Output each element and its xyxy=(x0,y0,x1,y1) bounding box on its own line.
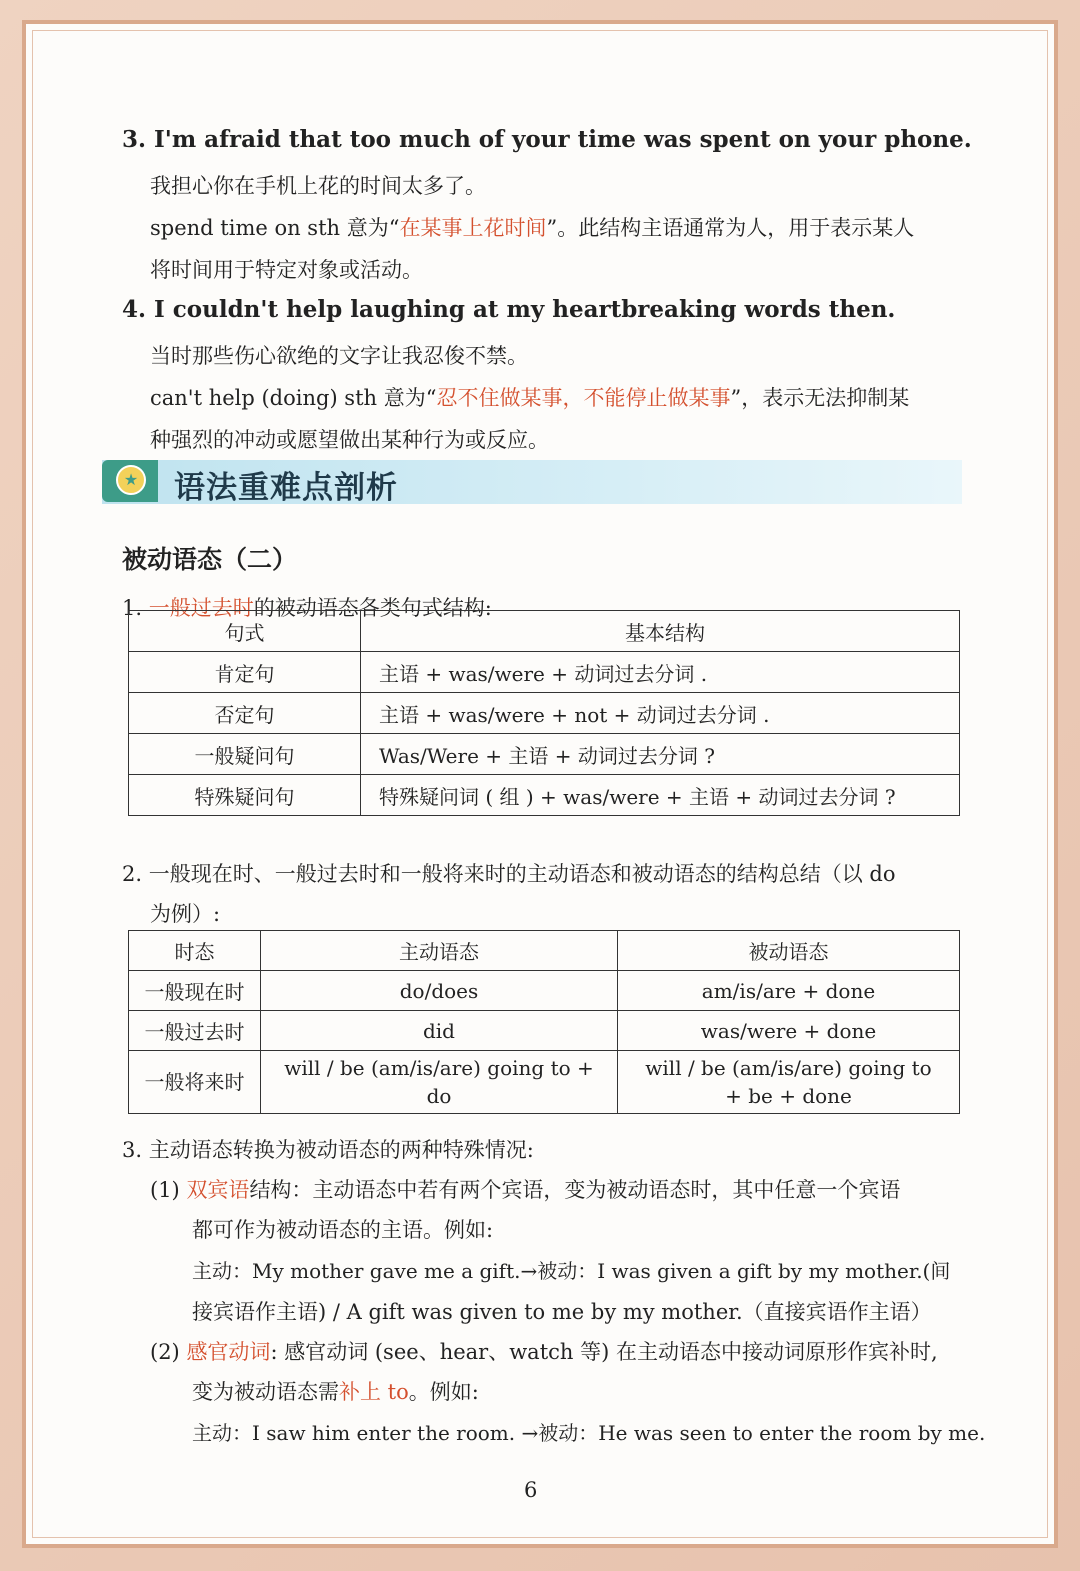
table-cell: 肯定句 xyxy=(129,652,361,693)
section-badge xyxy=(102,460,158,502)
item3-note-post: ”。此结构主语通常为人，用于表示某人 xyxy=(546,216,915,240)
point2-text: 一般现在时、一般过去时和一般将来时的主动语态和被动语态的结构总结（以 do xyxy=(148,862,896,886)
sub1-highlight: 双宾语 xyxy=(186,1178,250,1202)
section-subtitle: 被动语态（二） xyxy=(122,545,298,574)
point3-heading xyxy=(122,1134,534,1164)
table-cell: did xyxy=(261,1011,618,1051)
point3-sub1-line4: 接宾语作主语) / A gift was given to me by my mother.（直接宾语作主语） xyxy=(192,1300,932,1324)
table2-header-cell: 主动语态 xyxy=(261,931,618,971)
table2-header-cell: 被动语态 xyxy=(618,931,960,971)
table-cell: 主语 + was/were + not + 动词过去分词 . xyxy=(361,693,960,734)
table-row xyxy=(129,652,960,693)
table-cell: 一般现在时 xyxy=(129,971,261,1011)
item3-translation: 我担心你在手机上花的时间太多了。 xyxy=(150,174,486,198)
table-row xyxy=(129,1011,960,1051)
table-cell: 主语 + was/were + 动词过去分词 . xyxy=(361,652,960,693)
star-medal-icon: ★ xyxy=(116,465,146,495)
point1-highlight: 一般过去时 xyxy=(148,596,254,620)
item3-sentence xyxy=(122,126,972,153)
table-row xyxy=(129,1051,960,1114)
item3-note-line2: 将时间用于特定对象或活动。 xyxy=(150,258,423,282)
table-cell: do/does xyxy=(261,971,618,1011)
sub1-text: 结构：主动语态中若有两个宾语，变为被动语态时，其中任意一个宾语 xyxy=(249,1178,901,1202)
sub2-line2-post: 。例如: xyxy=(408,1380,479,1404)
sub2-line2-highlight: 补上 to xyxy=(339,1380,409,1404)
table1-header-row xyxy=(129,611,960,652)
table-cell: 一般疑问句 xyxy=(129,734,361,775)
table-cell: 特殊疑问词 ( 组 ) + was/were + 主语 + 动词过去分词 ? xyxy=(361,775,960,816)
table1-header-cell: 句式 xyxy=(129,611,361,652)
item4-note-pre: can't help (doing) sth 意为“ xyxy=(150,386,437,410)
table-cell: am/is/are + done xyxy=(618,971,960,1011)
table-cell: was/were + done xyxy=(618,1011,960,1051)
table-cell: 一般过去时 xyxy=(129,1011,261,1051)
table-cell: will / be (am/is/are) going to + do xyxy=(261,1051,618,1114)
table-row xyxy=(129,971,960,1011)
point3-sub2-line2 xyxy=(192,1376,479,1406)
table-row xyxy=(129,693,960,734)
section-title: 语法重难点剖析 xyxy=(174,470,398,506)
point3-sub1-line2: 都可作为被动语态的主语。例如: xyxy=(192,1218,494,1242)
page-number: 6 xyxy=(524,1478,538,1502)
item4-note-highlight: 忍不住做某事，不能停止做某事 xyxy=(436,386,731,410)
table-cell: 一般将来时 xyxy=(129,1051,261,1114)
point3-text: 主动语态转换为被动语态的两种特殊情况: xyxy=(148,1138,534,1162)
table-row xyxy=(129,734,960,775)
item3-english: I'm afraid that too much of your time was spent on your phone. xyxy=(154,126,972,153)
item4-note-post: ”，表示无法抑制某 xyxy=(730,386,910,410)
table2-header-row xyxy=(129,931,960,971)
point1-number: 1. xyxy=(122,596,143,620)
item3-note-pre: spend time on sth 意为“ xyxy=(150,216,400,240)
item4-note-line2: 种强烈的冲动或愿望做出某种行为或反应。 xyxy=(150,428,549,452)
table-cell: 否定句 xyxy=(129,693,361,734)
item4-sentence xyxy=(122,296,895,323)
item4-number: 4. xyxy=(122,296,147,323)
passive-past-structure-table xyxy=(128,610,960,816)
sub2-highlight: 感官动词 xyxy=(186,1340,271,1364)
point3-sub1-line1 xyxy=(150,1174,900,1204)
voice-summary-table xyxy=(128,930,960,1114)
point3-sub1-line3: 主动：My mother gave me a gift.→被动：I was given a gift by my mother.(间 xyxy=(192,1259,951,1283)
table-cell: Was/Were + 主语 + 动词过去分词 ? xyxy=(361,734,960,775)
sub2-line2-pre: 变为被动语态需 xyxy=(192,1380,339,1404)
table2-header-cell: 时态 xyxy=(129,931,261,971)
item4-note xyxy=(150,382,909,412)
item3-number: 3. xyxy=(122,126,147,153)
sub1-number: (1) xyxy=(150,1178,180,1202)
sub2-text: : 感官动词 (see、hear、watch 等) 在主动语态中接动词原形作宾补时, xyxy=(270,1340,938,1364)
item4-translation: 当时那些伤心欲绝的文字让我忍俊不禁。 xyxy=(150,344,528,368)
point2-number: 2. xyxy=(122,862,143,886)
item4-english: I couldn't help laughing at my heartbreaking words then. xyxy=(154,296,896,323)
point3-sub2-line1 xyxy=(150,1336,938,1366)
point2-line1 xyxy=(122,858,896,888)
point2-line2: 为例）: xyxy=(150,902,221,926)
point3-sub2-line3: 主动：I saw him enter the room. →被动：He was seen to enter the room by me. xyxy=(192,1421,986,1445)
table1-header-cell: 基本结构 xyxy=(361,611,960,652)
point3-number: 3. xyxy=(122,1138,143,1162)
item3-note xyxy=(150,212,914,242)
item3-note-highlight: 在某事上花时间 xyxy=(399,216,547,240)
table-row xyxy=(129,775,960,816)
point1-text: 的被动语态各类句式结构: xyxy=(253,596,492,620)
table-cell: 特殊疑问句 xyxy=(129,775,361,816)
sub2-number: (2) xyxy=(150,1340,180,1364)
table-cell: will / be (am/is/are) going to + be + done xyxy=(618,1051,960,1114)
